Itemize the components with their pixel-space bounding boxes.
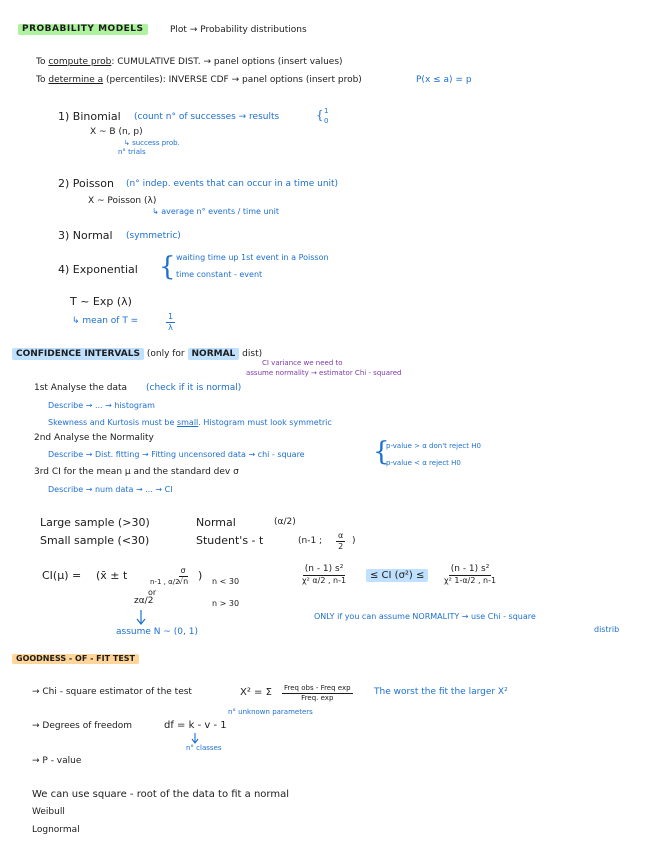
ci-var-right-fraction — [444, 564, 496, 586]
exponential-title: 4) Exponential — [58, 263, 138, 276]
compute-line — [36, 58, 343, 67]
large-sample-param: (α/2) — [274, 517, 296, 527]
ci-var-left-num: (n - 1) s² — [303, 564, 346, 576]
ci-heading: CONFIDENCE INTERVALS — [12, 348, 144, 360]
ci-var-left-den: χ² α/2 , n-1 — [302, 576, 347, 586]
ci-var-middle-text: ≤ CI (σ²) ≤ — [366, 569, 428, 582]
ci-heading-rest-2: dist) — [242, 349, 263, 359]
gof-chi-lhs: X² = Σ — [240, 687, 272, 698]
binomial-note: (count n° of successes → results — [134, 112, 280, 122]
ci-mu-subscript: n-1 , α/2 — [150, 578, 180, 586]
small-sample-paren: ) — [352, 536, 356, 546]
gof-chi-den: Freq. exp — [301, 693, 334, 702]
gof-pvalue-label: → P - value — [32, 756, 82, 766]
compute-prefix: To — [36, 57, 46, 67]
poisson-title: 2) Poisson — [58, 177, 114, 190]
gof-df-unknown-note: n° unknown parameters — [228, 708, 313, 716]
determine-line — [36, 76, 362, 85]
binomial-brace-bottom: 0 — [324, 117, 329, 125]
page-title: PROBABILITY MODELS — [18, 24, 148, 35]
step2-pvalue-1: p-value > α don't reject H0 — [386, 442, 481, 450]
gof-weibull: Weibull — [32, 807, 65, 817]
poisson-note: (n° indep. events that can occur in a time unit) — [126, 179, 339, 189]
step1-note: (check if it is normal) — [146, 383, 242, 393]
gof-df-label: → Degrees of freedom — [32, 721, 132, 731]
gof-heading: GOODNESS - OF - FIT TEST — [12, 654, 139, 664]
ci-var-right-den: χ² 1-α/2 , n-1 — [444, 576, 497, 586]
step2-title: 2nd Analyse the Normality — [34, 433, 154, 443]
gof-chi-label: → Chi - square estimator of the test — [32, 687, 192, 697]
ci-mu-close-paren: ) — [198, 569, 203, 582]
ci-var-left-fraction — [302, 564, 346, 586]
ci-mu-or: or — [148, 588, 157, 597]
determine-prefix: To — [36, 75, 46, 85]
ci-down-arrow-icon — [136, 610, 146, 626]
step1-skew: Skewness and Kurtosis must be — [48, 418, 175, 427]
exponential-mean: ↳ mean of T = — [72, 316, 139, 326]
ci-mu-fraction-num: σ — [180, 566, 186, 575]
gof-chi-fraction — [282, 684, 353, 703]
exponential-brace: { — [159, 252, 176, 282]
small-sample-param: (n-1 ; — [298, 536, 323, 546]
step2-describe: Describe → Dist. fitting → Fitting uncensored data → chi - square — [48, 450, 305, 459]
ci-heading-normal: NORMAL — [188, 348, 240, 360]
ci-mu-fraction — [178, 566, 188, 587]
exponential-mean-numerator: 1 — [168, 312, 174, 321]
exponential-line-2: time constant - event — [176, 270, 263, 279]
step3-title: 3rd CI for the mean μ and the standard dev σ — [34, 467, 239, 477]
ci-mu-lhs: CI(μ) = — [42, 569, 82, 582]
small-sample-fraction-num: α — [338, 531, 344, 540]
ci-variance-note-2: assume normality → estimator Chi - squared — [246, 369, 402, 377]
ci-var-middle — [366, 571, 428, 581]
page-subtitle: Plot → Probability distributions — [170, 25, 307, 35]
step3-describe: Describe → num data → ... → CI — [48, 485, 173, 494]
small-sample: Small sample (<30) — [40, 534, 150, 547]
binomial-formula: X ~ B (n, p) — [90, 127, 143, 137]
step2-pvalue-2: p-value < α reject H0 — [386, 459, 461, 467]
binomial-brace-top: 1 — [324, 107, 329, 115]
ci-mu-body: (x̄ ± t — [96, 569, 128, 582]
determine-rest: (percentiles): INVERSE CDF → panel options (insert prob) — [105, 75, 362, 85]
ci-heading-line — [12, 350, 262, 359]
step2-brace: { — [373, 437, 390, 467]
exponential-formula: T ~ Exp (λ) — [70, 295, 132, 308]
ci-var-only-note-1: ONLY if you can assume NORMALITY → use Chi - square — [314, 612, 536, 621]
ci-var-only-note-2: distrib — [594, 625, 620, 634]
gof-df-classes-note: n° classes — [186, 744, 222, 752]
small-sample-fraction-den: 2 — [338, 542, 344, 551]
ci-heading-rest-1: (only for — [146, 349, 185, 359]
exponential-mean-fraction — [166, 312, 175, 333]
determine-link: determine a — [48, 75, 104, 85]
binomial-title: 1) Binomial — [58, 110, 121, 123]
compute-rest: : CUMULATIVE DIST. → panel options (insert values) — [111, 57, 343, 67]
ci-variance-note-1: CI variance we need to — [262, 359, 343, 367]
gof-df-formula: df = k - v - 1 — [164, 720, 227, 731]
compute-prob-link: compute prob — [48, 57, 112, 67]
binomial-trials-note: n° trials — [118, 148, 146, 156]
ci-n-large: n > 30 — [212, 599, 240, 608]
gof-chi-num: Freq obs - Freq exp — [284, 684, 351, 692]
poisson-formula: X ~ Poisson (λ) — [88, 196, 157, 206]
percentile-formula: P(x ≤ a) = p — [416, 75, 472, 85]
gof-chi-note: The worst the fit the larger X² — [374, 687, 508, 697]
exponential-mean-denominator: λ — [168, 323, 173, 332]
large-sample-dist: Normal — [196, 516, 236, 529]
gof-lognormal: Lognormal — [32, 825, 80, 835]
step1-small: small — [176, 418, 199, 427]
ci-mu-fraction-den: √n — [178, 577, 189, 586]
poisson-sub-note: ↳ average n° events / time unit — [152, 207, 280, 216]
large-sample: Large sample (>30) — [40, 516, 150, 529]
binomial-brace: { — [316, 108, 324, 122]
normal-title: 3) Normal — [58, 229, 113, 242]
gof-final-line: We can use square - root of the data to fit a normal — [32, 789, 289, 800]
step1-skew-rest: . Histogram must look symmetric — [198, 418, 332, 427]
step1-describe: Describe → ... → histogram — [48, 401, 155, 410]
ci-n-small: n < 30 — [212, 577, 240, 586]
exponential-line-1: waiting time up 1st event in a Poisson — [176, 253, 329, 262]
ci-var-right-num: (n - 1) s² — [449, 564, 492, 576]
small-sample-dist: Student's - t — [196, 534, 264, 547]
ci-mu-z: zα/2 — [134, 596, 154, 606]
small-sample-fraction — [336, 531, 345, 552]
step1-title: 1st Analyse the data — [34, 383, 127, 393]
step1-skew-line — [48, 419, 332, 427]
ci-assume-normal: assume N ~ (0, 1) — [116, 627, 198, 637]
binomial-success-note: ↳ success prob. — [124, 139, 180, 147]
normal-note: (symmetric) — [126, 231, 181, 241]
